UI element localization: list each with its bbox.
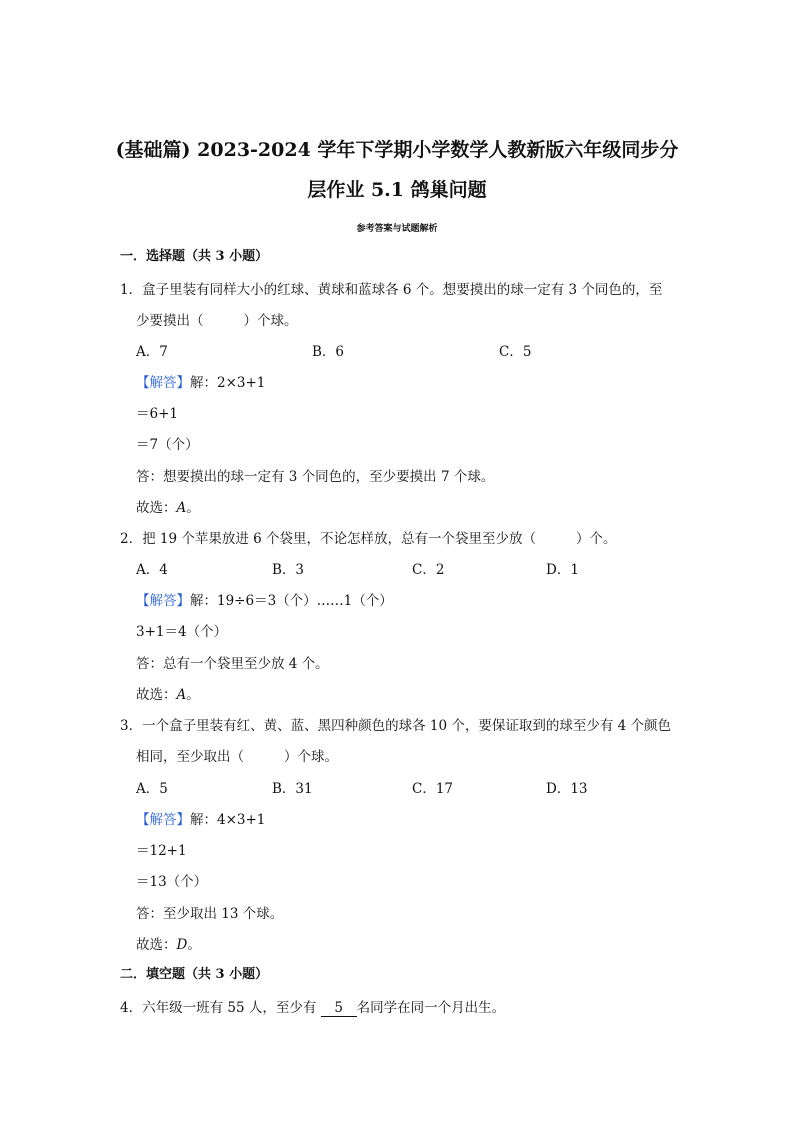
q2-solution-text-1: 解：19÷6＝3（个）……1（个） bbox=[190, 593, 393, 609]
q4-stem-text-b: 名同学在同一个月出生。 bbox=[356, 1000, 506, 1016]
q1-stem-line-2 bbox=[136, 312, 298, 330]
q1-choice-suffix: 。 bbox=[186, 500, 200, 516]
q3-solution-tag: 【解答】 bbox=[136, 812, 190, 828]
q3-solution-line-2: ＝12+1 bbox=[136, 843, 187, 859]
q2-option-b: B．3 bbox=[272, 562, 305, 578]
q3-stem-line-2 bbox=[136, 748, 338, 766]
q3-stem-text-b: ）个球。 bbox=[284, 749, 338, 765]
q3-option-b: B．31 bbox=[272, 781, 313, 797]
q1-option-b: B．6 bbox=[312, 344, 345, 360]
q3-option-c: C．17 bbox=[412, 781, 454, 797]
q3-choice-prefix: 故选： bbox=[136, 937, 177, 953]
q2-choice bbox=[136, 686, 200, 704]
q2-stem-line-1 bbox=[120, 530, 617, 548]
q3-option-a: A．5 bbox=[136, 781, 168, 797]
q1-option-c: C．5 bbox=[499, 344, 532, 360]
q3-solution-line-1 bbox=[136, 811, 265, 829]
q3-option-d: D．13 bbox=[546, 781, 588, 797]
q1-choice-letter: A bbox=[176, 500, 187, 516]
q2-option-c: C．2 bbox=[412, 562, 445, 578]
q1-choice-prefix: 故选： bbox=[136, 500, 177, 516]
q3-choice-suffix: 。 bbox=[187, 937, 201, 953]
document-subtitle: 参考答案与试题解析 bbox=[356, 224, 438, 234]
q3-stem-line-1: 3．一个盒子里装有红、黄、蓝、黑四种颜色的球各 10 个，要保证取到的球至少有 4 个颜色 bbox=[120, 718, 672, 734]
q1-answer: 答：想要摸出的球一定有 3 个同色的，至少要摸出 7 个球。 bbox=[136, 469, 495, 485]
q1-solution-tag: 【解答】 bbox=[136, 375, 190, 391]
q2-option-a: A．4 bbox=[136, 562, 168, 578]
q2-solution-tag: 【解答】 bbox=[136, 593, 190, 609]
q2-answer: 答：总有一个袋里至少放 4 个。 bbox=[136, 656, 329, 672]
q2-option-d: D．1 bbox=[546, 562, 579, 578]
q2-choice-suffix: 。 bbox=[186, 687, 200, 703]
section-heading-fill: 二．填空题（共 3 小题） bbox=[120, 967, 269, 982]
q1-solution-text-1: 解：2×3+1 bbox=[190, 375, 266, 391]
q1-choice bbox=[136, 499, 200, 517]
q1-stem-text-a: 少要摸出（ bbox=[136, 313, 204, 329]
q3-choice-letter: D bbox=[176, 937, 188, 953]
q1-solution-line-3: ＝7（个） bbox=[136, 437, 199, 453]
q2-choice-prefix: 故选： bbox=[136, 687, 177, 703]
q4-stem bbox=[120, 999, 505, 1017]
q3-stem-text-a: 相同，至少取出（ bbox=[136, 749, 244, 765]
q2-stem-text-b: ）个。 bbox=[576, 531, 617, 547]
q3-choice bbox=[136, 936, 201, 954]
q2-stem-text-a: 2．把 19 个苹果放进 6 个袋里，不论怎样放，总有一个袋里至少放（ bbox=[120, 531, 537, 547]
q2-choice-letter: A bbox=[176, 687, 187, 703]
section-heading-choice: 一．选择题（共 3 小题） bbox=[120, 249, 269, 264]
q2-solution-line-1 bbox=[136, 592, 393, 610]
q4-stem-text-a: 4．六年级一班有 55 人，至少有 bbox=[120, 1000, 317, 1016]
q1-stem-line-1: 1．盒子里装有同样大小的红球、黄球和蓝球各 6 个。想要摸出的球一定有 3 个同色的，至 bbox=[120, 282, 663, 298]
q1-option-a: A．7 bbox=[136, 344, 168, 360]
q1-solution-line-1 bbox=[136, 374, 265, 392]
q2-solution-line-2: 3+1＝4（个） bbox=[136, 624, 228, 640]
q3-solution-line-3: ＝13（个） bbox=[136, 874, 208, 890]
document-title-line-2: 层作业 5.1 鸽巢问题 bbox=[307, 179, 487, 201]
q1-stem-text-b: ）个球。 bbox=[243, 313, 298, 329]
q3-solution-text-1: 解：4×3+1 bbox=[190, 812, 266, 828]
q4-answer-blank: 5 bbox=[321, 1000, 357, 1017]
document-title-line-1: (基础篇) 2023-2024 学年下学期小学数学人教新版六年级同步分 bbox=[115, 139, 679, 161]
q3-answer: 答：至少取出 13 个球。 bbox=[136, 906, 284, 922]
q1-solution-line-2: ＝6+1 bbox=[136, 406, 178, 422]
